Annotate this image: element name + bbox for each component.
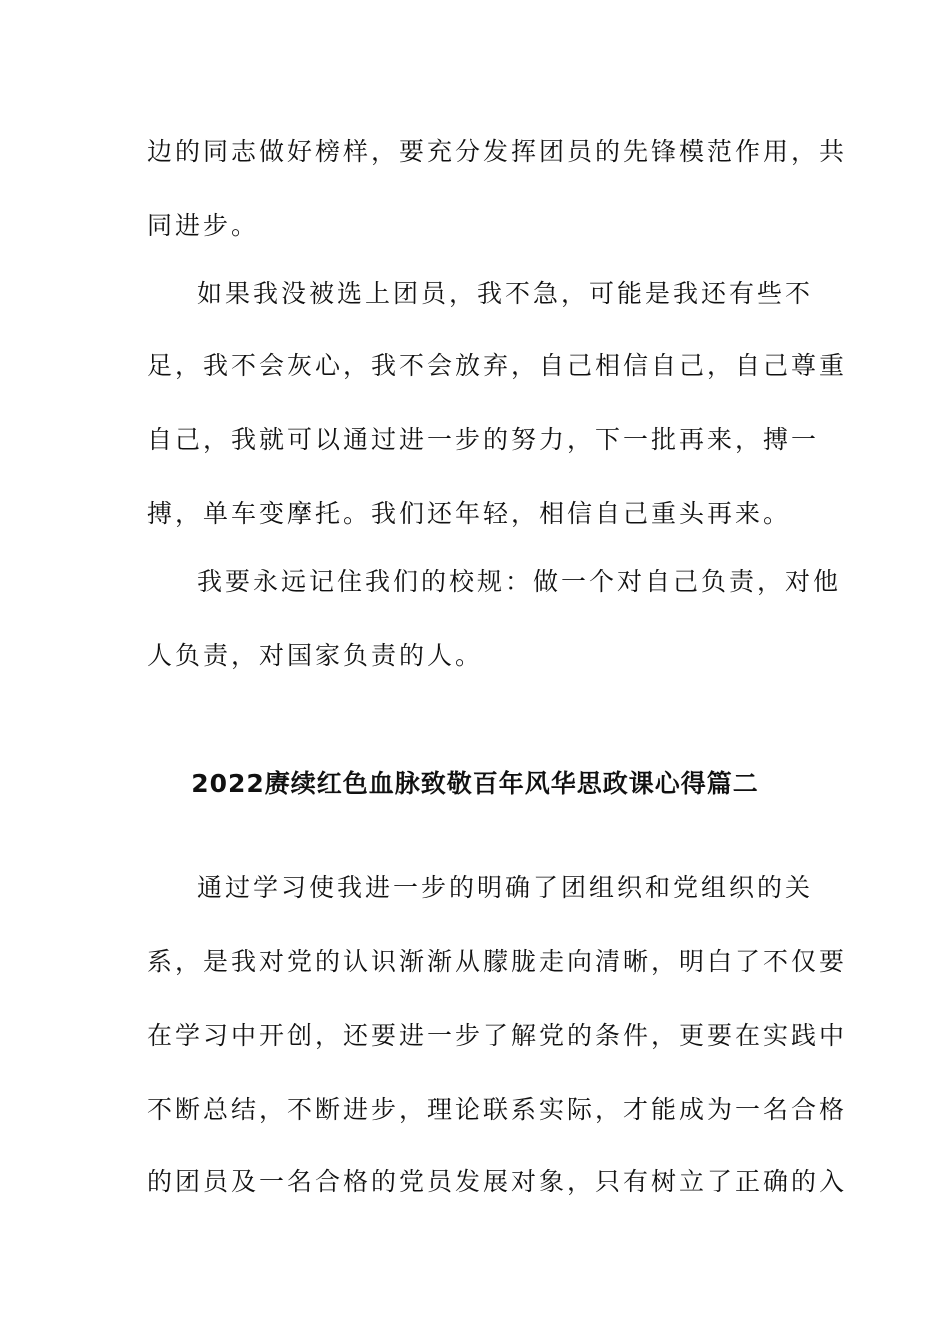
text-line: 同进步。: [147, 211, 260, 240]
text-line: 不断总结，不断进步，理论联系实际，才能成为一名合格: [147, 1095, 848, 1124]
text-line: 搏，单车变摩托。我们还年轻，相信自己重头再来。: [147, 499, 792, 528]
text-line: 的团员及一名合格的党员发展对象，只有树立了正确的入: [147, 1167, 848, 1196]
text-line: 在学习中开创，还要进一步了解党的条件，更要在实践中: [147, 1021, 848, 1050]
text-line: 自己，我就可以通过进一步的努力，下一批再来，搏一: [147, 425, 820, 454]
text-line: 我要永远记住我们的校规：做一个对自己负责，对他: [197, 567, 842, 596]
text-line: 系，是我对党的认识渐渐从朦胧走向清晰，明白了不仅要: [147, 947, 848, 976]
text-line: 如果我没被选上团员，我不急，可能是我还有些不: [197, 279, 814, 308]
text-line: 人负责，对国家负责的人。: [147, 641, 484, 670]
text-line: 通过学习使我进一步的明确了团组织和党组织的关: [197, 873, 814, 902]
text-line: 足，我不会灰心，我不会放弃，自己相信自己，自己尊重: [147, 351, 848, 380]
text-line: 边的同志做好榜样，要充分发挥团员的先锋模范作用，共: [147, 137, 848, 166]
section-title: 2022赓续红色血脉致敬百年风华思政课心得篇二: [191, 769, 759, 798]
